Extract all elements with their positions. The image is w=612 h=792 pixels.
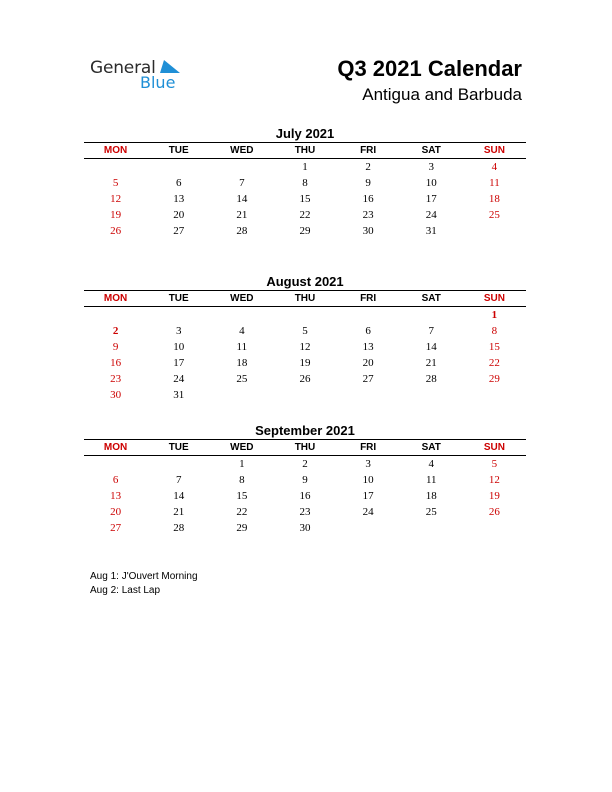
day-cell — [463, 223, 526, 239]
weekday-label: FRI — [360, 145, 377, 156]
day-cell: 3 — [428, 161, 435, 173]
weekday-label: SUN — [483, 145, 505, 156]
day-cell — [463, 520, 526, 536]
holiday-item: Aug 1: J'Ouvert Morning — [90, 571, 198, 582]
day-cell — [147, 307, 210, 323]
month-calendar — [84, 422, 526, 536]
day-cell: 22 — [236, 506, 248, 518]
weekday-label: THU — [294, 145, 316, 156]
day-cell: 3 — [175, 325, 182, 337]
day-cell: 16 — [110, 357, 122, 369]
day-cell: 14 — [236, 193, 248, 205]
day-cell: 14 — [173, 490, 185, 502]
day-cell: 27 — [362, 373, 374, 385]
weekday-label: TUE — [168, 293, 189, 304]
day-cell — [337, 520, 400, 536]
day-cell: 27 — [173, 225, 185, 237]
day-cell: 25 — [425, 506, 437, 518]
weekday-label: TUE — [168, 442, 189, 453]
day-cell — [210, 159, 273, 175]
day-cell — [84, 159, 147, 175]
day-cell: 20 — [110, 506, 122, 518]
week-row — [84, 472, 526, 488]
day-cell: 3 — [365, 458, 371, 470]
holiday-item: Aug 2: Last Lap — [90, 585, 161, 596]
day-cell: 25 — [236, 373, 248, 385]
day-cell — [463, 387, 526, 403]
day-cell: 11 — [425, 474, 437, 486]
day-cell: 29 — [236, 522, 248, 534]
day-cell: 21 — [425, 357, 437, 369]
day-cell: 16 — [299, 490, 311, 502]
day-cell: 5 — [302, 325, 308, 337]
weekday-label: THU — [294, 442, 316, 453]
day-cell: 6 — [175, 177, 182, 189]
week-row — [84, 355, 526, 371]
day-cell: 20 — [362, 357, 374, 369]
day-cell: 30 — [299, 522, 311, 534]
weekday-header-row — [84, 439, 526, 456]
holiday-list — [90, 570, 198, 598]
day-cell: 13 — [110, 490, 122, 502]
day-cell: 17 — [173, 357, 185, 369]
day-cell: 8 — [302, 177, 308, 189]
day-cell — [337, 387, 400, 403]
day-cell: 18 — [488, 193, 500, 205]
day-cell: 17 — [425, 193, 437, 205]
day-cell: 16 — [362, 193, 374, 205]
generalblue-logo — [90, 58, 210, 94]
week-row — [84, 191, 526, 207]
day-cell — [147, 456, 210, 472]
logo-general-text: General — [90, 58, 156, 78]
day-cell: 24 — [362, 506, 374, 518]
weekday-label: SAT — [421, 442, 441, 453]
day-cell: 13 — [362, 341, 374, 353]
day-cell: 23 — [362, 209, 374, 221]
day-cell: 9 — [302, 474, 308, 486]
day-cell: 2 — [112, 325, 119, 337]
day-cell — [273, 387, 336, 403]
week-row — [84, 371, 526, 387]
day-cell — [147, 159, 210, 175]
month-title: September 2021 — [255, 423, 355, 438]
day-cell: 1 — [491, 309, 498, 321]
day-cell: 19 — [488, 490, 500, 502]
weekday-label: MON — [103, 145, 128, 156]
day-cell: 19 — [299, 357, 311, 369]
day-cell: 26 — [488, 506, 500, 518]
weekday-label: SAT — [421, 145, 441, 156]
day-cell: 9 — [365, 177, 371, 189]
day-cell: 24 — [425, 209, 437, 221]
day-cell: 21 — [173, 506, 185, 518]
day-cell: 29 — [488, 373, 500, 385]
day-cell: 22 — [488, 357, 500, 369]
day-cell: 8 — [491, 325, 498, 337]
day-cell: 15 — [488, 341, 500, 353]
page-subtitle: Antigua and Barbuda — [362, 85, 522, 104]
day-cell — [84, 307, 147, 323]
week-row — [84, 504, 526, 520]
day-cell: 10 — [425, 177, 437, 189]
day-cell: 20 — [173, 209, 185, 221]
day-cell: 19 — [110, 209, 122, 221]
day-cell: 22 — [299, 209, 311, 221]
day-cell: 12 — [488, 474, 500, 486]
day-cell: 12 — [110, 193, 122, 205]
week-row — [84, 339, 526, 355]
month-calendar — [84, 273, 526, 403]
day-cell: 26 — [110, 225, 122, 237]
day-cell: 26 — [299, 373, 311, 385]
day-cell: 23 — [110, 373, 122, 385]
weekday-label: FRI — [360, 442, 377, 453]
day-cell: 4 — [428, 458, 435, 470]
day-cell — [337, 307, 400, 323]
weekday-label: SAT — [421, 293, 441, 304]
day-cell: 11 — [236, 341, 248, 353]
logo-blue-text: Blue — [140, 73, 176, 92]
month-title: July 2021 — [275, 126, 335, 141]
day-cell: 28 — [425, 373, 437, 385]
month-calendar — [84, 125, 526, 239]
day-cell: 1 — [302, 161, 308, 173]
day-cell: 10 — [173, 341, 185, 353]
day-cell: 6 — [365, 325, 371, 337]
month-title: August 2021 — [266, 274, 344, 289]
logo-flag-icon — [160, 60, 180, 73]
day-cell: 8 — [239, 474, 245, 486]
day-cell: 24 — [173, 373, 185, 385]
day-cell: 29 — [299, 225, 311, 237]
day-cell: 15 — [236, 490, 248, 502]
day-cell: 27 — [110, 522, 122, 534]
day-cell: 28 — [236, 225, 248, 237]
day-cell: 2 — [302, 458, 308, 470]
day-cell: 25 — [488, 209, 500, 221]
day-cell — [210, 307, 273, 323]
weekday-header-row — [84, 142, 526, 159]
day-cell: 14 — [425, 341, 437, 353]
day-cell: 1 — [239, 458, 245, 470]
week-row — [84, 175, 526, 191]
day-cell: 31 — [425, 225, 437, 237]
day-cell: 23 — [299, 506, 311, 518]
week-row — [84, 307, 526, 323]
week-row — [84, 323, 526, 339]
day-cell: 17 — [362, 490, 374, 502]
day-cell: 5 — [112, 177, 119, 189]
day-cell: 7 — [175, 474, 182, 486]
day-cell: 4 — [491, 161, 498, 173]
day-cell: 11 — [489, 177, 500, 189]
day-cell — [400, 387, 463, 403]
weekday-label: MON — [103, 442, 128, 453]
day-cell: 9 — [112, 341, 119, 353]
day-cell: 31 — [173, 389, 185, 401]
weekday-header-row — [84, 290, 526, 307]
day-cell — [84, 456, 147, 472]
day-cell: 5 — [491, 458, 498, 470]
weekday-label: MON — [103, 293, 128, 304]
day-cell: 18 — [425, 490, 437, 502]
week-row — [84, 159, 526, 175]
weekday-label: FRI — [360, 293, 377, 304]
week-row — [84, 387, 526, 403]
week-row — [84, 207, 526, 223]
day-cell: 18 — [236, 357, 248, 369]
day-cell: 7 — [428, 325, 435, 337]
day-cell: 30 — [362, 225, 374, 237]
day-cell: 28 — [173, 522, 185, 534]
week-row — [84, 456, 526, 472]
week-row — [84, 223, 526, 239]
day-cell — [273, 307, 336, 323]
week-row — [84, 520, 526, 536]
day-cell: 13 — [173, 193, 185, 205]
week-row — [84, 488, 526, 504]
weekday-label: SUN — [483, 442, 505, 453]
page-title: Q3 2021 Calendar — [337, 56, 522, 81]
weekday-label: SUN — [483, 293, 505, 304]
day-cell: 2 — [365, 161, 371, 173]
day-cell: 6 — [112, 474, 119, 486]
weekday-label: WED — [230, 442, 254, 453]
day-cell: 7 — [239, 177, 245, 189]
day-cell — [400, 520, 463, 536]
day-cell: 4 — [239, 325, 245, 337]
day-cell: 30 — [110, 389, 122, 401]
day-cell: 15 — [299, 193, 311, 205]
weekday-label: WED — [230, 145, 254, 156]
day-cell: 10 — [362, 474, 374, 486]
day-cell: 21 — [236, 209, 248, 221]
day-cell — [400, 307, 463, 323]
weekday-label: THU — [294, 293, 316, 304]
day-cell — [210, 387, 273, 403]
weekday-label: WED — [230, 293, 254, 304]
day-cell: 12 — [299, 341, 311, 353]
weekday-label: TUE — [168, 145, 189, 156]
